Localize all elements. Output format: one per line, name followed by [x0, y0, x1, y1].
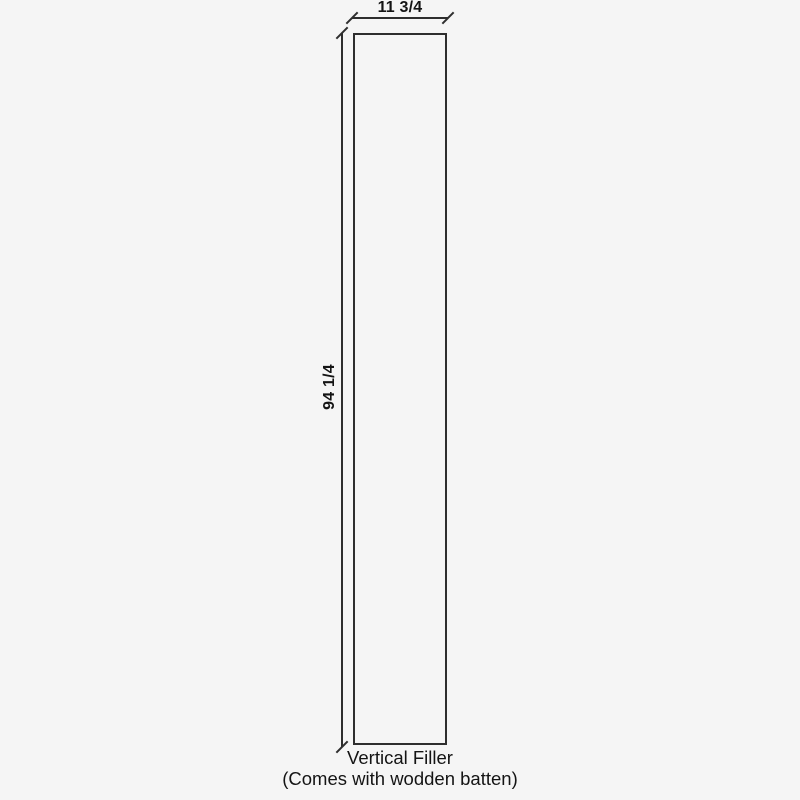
height-dimension-line	[341, 33, 343, 747]
filler-panel-outline	[353, 33, 447, 745]
caption-subtitle: (Comes with wodden batten)	[282, 768, 518, 789]
caption-title: Vertical Filler	[347, 747, 453, 768]
width-dimension-label: 11 3/4	[377, 0, 423, 16]
diagram-caption	[0, 747, 800, 789]
width-dimension-line	[352, 17, 448, 19]
height-dimension-label: 94 1/4	[321, 364, 338, 410]
